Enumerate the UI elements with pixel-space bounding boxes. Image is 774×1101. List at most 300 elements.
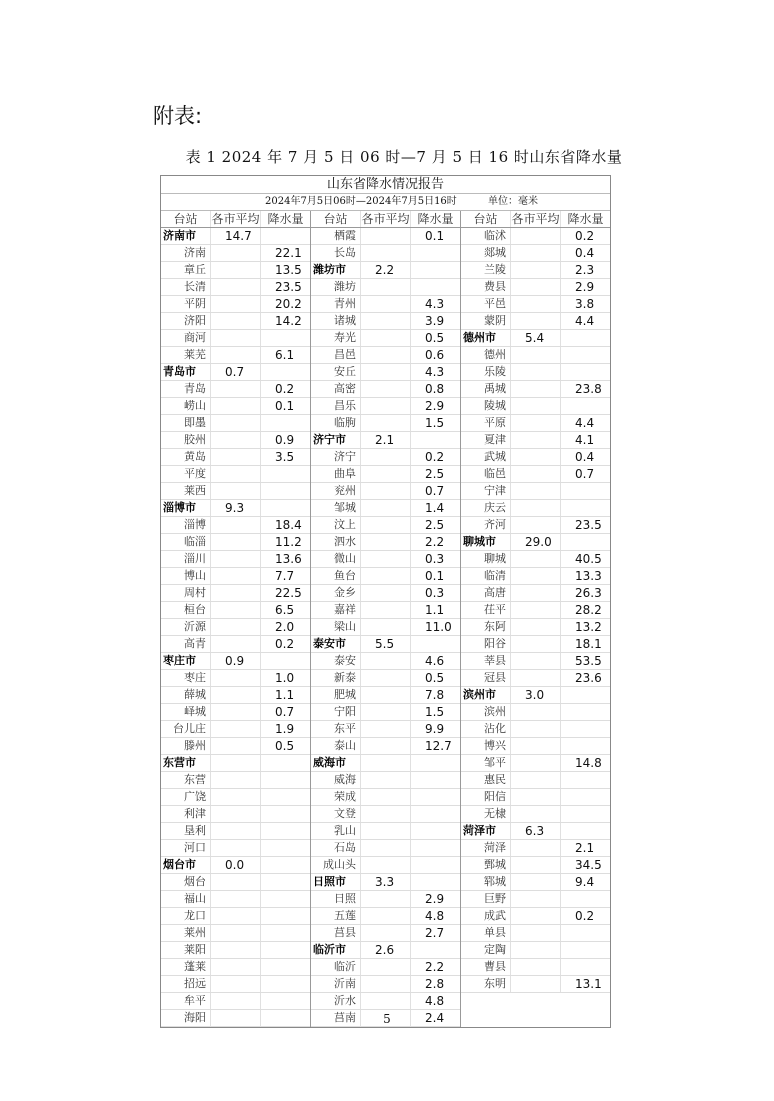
station-name: 临沭 <box>461 228 511 244</box>
city-average-value <box>511 245 561 261</box>
station-row <box>311 330 460 347</box>
station-name: 高密 <box>311 381 361 397</box>
station-name: 夏津 <box>461 432 511 448</box>
precipitation-value <box>261 364 310 380</box>
station-name: 垦利 <box>161 823 211 839</box>
station-name: 诸城 <box>311 313 361 329</box>
station-name: 台儿庄 <box>161 721 211 737</box>
city-average-value <box>211 517 261 533</box>
precipitation-value: 23.8 <box>575 382 602 396</box>
station-name: 平度 <box>161 466 211 482</box>
city-average-value <box>211 874 261 890</box>
city-average-value <box>211 789 261 805</box>
precipitation-value: 4.6 <box>425 654 445 668</box>
city-average-value <box>511 755 561 771</box>
city-row <box>461 534 610 551</box>
city-average-value <box>511 585 561 601</box>
precipitation-value <box>261 908 310 924</box>
station-name: 蓬莱 <box>161 959 211 975</box>
station-row <box>461 942 610 959</box>
city-row <box>311 432 460 449</box>
city-average-value <box>511 959 561 975</box>
precipitation-value <box>411 636 460 652</box>
station-name: 长岛 <box>311 245 361 261</box>
station-row <box>461 381 610 398</box>
station-row <box>461 551 610 568</box>
precipitation-value: 0.7 <box>575 467 595 481</box>
city-average-value <box>361 466 411 482</box>
precipitation-value <box>261 330 310 346</box>
city-name: 烟台市 <box>161 857 211 873</box>
station-name: 惠民 <box>461 772 511 788</box>
station-name: 陵城 <box>461 398 511 414</box>
station-name: 烟台 <box>161 874 211 890</box>
station-row <box>161 602 310 619</box>
station-name: 河口 <box>161 840 211 856</box>
station-row <box>161 738 310 755</box>
station-name: 文登 <box>311 806 361 822</box>
station-row <box>461 279 610 296</box>
precipitation-value: 26.3 <box>575 586 602 600</box>
city-average-value <box>361 534 411 550</box>
city-average-value: 2.2 <box>361 262 411 278</box>
station-name: 威海 <box>311 772 361 788</box>
station-name: 牟平 <box>161 993 211 1009</box>
precipitation-value: 0.5 <box>425 671 445 685</box>
station-name: 莱西 <box>161 483 211 499</box>
city-average-value <box>361 364 411 380</box>
station-row <box>461 262 610 279</box>
city-average-value <box>211 330 261 346</box>
precipitation-value <box>411 755 460 771</box>
city-average-value <box>511 568 561 584</box>
city-name: 济南市 <box>161 228 211 244</box>
station-row <box>161 432 310 449</box>
station-name: 邹平 <box>461 755 511 771</box>
precipitation-value: 23.5 <box>275 280 302 294</box>
precipitation-value: 4.8 <box>425 994 445 1008</box>
precipitation-value: 0.7 <box>275 705 295 719</box>
precipitation-value: 2.2 <box>425 960 445 974</box>
city-average-value <box>211 534 261 550</box>
precipitation-value: 2.0 <box>275 620 295 634</box>
header-precipitation: 降水量 <box>267 212 304 226</box>
station-name: 长清 <box>161 279 211 295</box>
station-row <box>161 296 310 313</box>
city-average-value <box>361 755 411 771</box>
city-average-value <box>361 313 411 329</box>
station-name: 章丘 <box>161 262 211 278</box>
city-average-value: 3.3 <box>361 874 411 890</box>
precipitation-value: 0.2 <box>275 382 295 396</box>
precipitation-value: 1.5 <box>425 705 445 719</box>
precipitation-value <box>411 857 460 873</box>
city-average-value <box>211 908 261 924</box>
station-row <box>311 857 460 874</box>
station-name: 高青 <box>161 636 211 652</box>
station-row <box>311 721 460 738</box>
precipitation-value: 18.4 <box>275 518 302 532</box>
city-average-value <box>211 840 261 856</box>
city-name: 临沂市 <box>311 942 361 958</box>
precipitation-value: 0.2 <box>275 637 295 651</box>
city-average-value <box>211 415 261 431</box>
city-average-value <box>361 738 411 754</box>
city-average-value: 2.1 <box>361 432 411 448</box>
station-name: 昌邑 <box>311 347 361 363</box>
precipitation-value: 1.5 <box>425 416 445 430</box>
station-row <box>461 483 610 500</box>
station-row <box>161 330 310 347</box>
station-row <box>161 925 310 942</box>
station-row <box>461 976 610 993</box>
city-average-value <box>361 823 411 839</box>
header-precipitation: 降水量 <box>417 212 454 226</box>
city-name: 泰安市 <box>311 636 361 652</box>
station-row <box>461 721 610 738</box>
precipitation-value: 0.4 <box>575 246 595 260</box>
city-average-value <box>511 891 561 907</box>
precipitation-value: 6.1 <box>275 348 295 362</box>
precipitation-value: 1.0 <box>275 671 295 685</box>
station-name: 薛城 <box>161 687 211 703</box>
station-name: 沂源 <box>161 619 211 635</box>
city-row <box>311 874 460 891</box>
precipitation-value: 1.9 <box>275 722 295 736</box>
appendix-heading: 附表: <box>153 104 203 128</box>
precipitation-value: 4.3 <box>425 365 445 379</box>
city-average-value <box>361 721 411 737</box>
station-row <box>311 517 460 534</box>
station-row <box>461 653 610 670</box>
city-average-value: 3.0 <box>511 687 561 703</box>
city-average-value <box>511 925 561 941</box>
precipitation-value: 0.2 <box>575 909 595 923</box>
station-name: 成山头 <box>311 857 361 873</box>
station-name: 泗水 <box>311 534 361 550</box>
city-row <box>311 755 460 772</box>
precipitation-value <box>411 432 460 448</box>
city-average-value <box>211 313 261 329</box>
station-row <box>311 466 460 483</box>
station-row <box>161 449 310 466</box>
city-average-value <box>211 296 261 312</box>
city-average-value <box>361 398 411 414</box>
station-name: 乳山 <box>311 823 361 839</box>
header-station: 台站 <box>461 211 511 227</box>
city-average-value <box>511 789 561 805</box>
city-average-value <box>211 687 261 703</box>
precipitation-value: 4.4 <box>575 416 595 430</box>
station-name: 青州 <box>311 296 361 312</box>
city-average-value <box>211 568 261 584</box>
city-name: 枣庄市 <box>161 653 211 669</box>
city-average-value <box>511 517 561 533</box>
city-average-value <box>361 279 411 295</box>
precipitation-value: 1.1 <box>275 688 295 702</box>
precipitation-value <box>561 398 610 414</box>
precipitation-value <box>561 721 610 737</box>
city-row <box>311 942 460 959</box>
precipitation-value: 0.1 <box>425 569 445 583</box>
precipitation-value <box>561 483 610 499</box>
station-row <box>161 942 310 959</box>
precipitation-value: 14.8 <box>575 756 602 770</box>
precipitation-value: 0.1 <box>275 399 295 413</box>
header-city-average: 各市平均 <box>211 212 260 226</box>
station-name: 邹城 <box>311 500 361 516</box>
precipitation-value: 13.1 <box>575 977 602 991</box>
city-average-value <box>511 806 561 822</box>
city-average-value <box>511 364 561 380</box>
station-name: 潍坊 <box>311 279 361 295</box>
precipitation-value: 2.9 <box>425 892 445 906</box>
station-name: 鱼台 <box>311 568 361 584</box>
city-average-value <box>511 228 561 244</box>
station-row <box>161 908 310 925</box>
station-row <box>461 517 610 534</box>
station-row <box>161 279 310 296</box>
station-name: 昌乐 <box>311 398 361 414</box>
station-row <box>311 653 460 670</box>
station-name: 临清 <box>461 568 511 584</box>
station-row <box>461 568 610 585</box>
station-row <box>311 738 460 755</box>
table-caption: 表 1 2024 年 7 月 5 日 06 时—7 月 5 日 16 时山东省降水量 <box>185 148 623 166</box>
city-average-value <box>361 704 411 720</box>
city-average-value <box>361 500 411 516</box>
city-row <box>311 262 460 279</box>
precipitation-value: 9.4 <box>575 875 595 889</box>
station-row <box>461 806 610 823</box>
station-name: 即墨 <box>161 415 211 431</box>
station-row <box>311 619 460 636</box>
precipitation-value: 23.5 <box>575 518 602 532</box>
station-name: 寿光 <box>311 330 361 346</box>
station-row <box>311 772 460 789</box>
station-name: 济阳 <box>161 313 211 329</box>
precipitation-value <box>261 483 310 499</box>
station-name: 庆云 <box>461 500 511 516</box>
precipitation-value: 2.1 <box>575 841 595 855</box>
station-name: 莒县 <box>311 925 361 941</box>
station-row <box>461 500 610 517</box>
city-average-value <box>511 500 561 516</box>
precipitation-value: 4.3 <box>425 297 445 311</box>
city-average-value <box>361 330 411 346</box>
station-name: 莱阳 <box>161 942 211 958</box>
station-row <box>311 993 460 1010</box>
station-row <box>311 568 460 585</box>
city-average-value <box>511 381 561 397</box>
precipitation-value <box>411 806 460 822</box>
station-name: 博山 <box>161 568 211 584</box>
header-station: 台站 <box>161 211 211 227</box>
station-name: 石岛 <box>311 840 361 856</box>
city-average-value <box>361 891 411 907</box>
precipitation-value <box>561 806 610 822</box>
precipitation-value <box>561 534 610 550</box>
city-average-value <box>361 449 411 465</box>
station-name: 安丘 <box>311 364 361 380</box>
table-columns <box>161 211 610 1027</box>
precipitation-value <box>411 262 460 278</box>
station-name: 兰陵 <box>461 262 511 278</box>
city-average-value: 0.9 <box>211 653 261 669</box>
station-name: 济宁 <box>311 449 361 465</box>
city-average-value <box>211 772 261 788</box>
precipitation-value <box>561 772 610 788</box>
station-row <box>311 908 460 925</box>
precipitation-value <box>561 959 610 975</box>
station-row <box>161 517 310 534</box>
city-average-value <box>361 245 411 261</box>
precipitation-value <box>561 687 610 703</box>
station-name: 莱芜 <box>161 347 211 363</box>
precipitation-value <box>561 891 610 907</box>
station-name: 临沂 <box>311 959 361 975</box>
precipitation-value: 2.9 <box>425 399 445 413</box>
city-name: 菏泽市 <box>461 823 511 839</box>
precipitation-value: 11.0 <box>425 620 452 634</box>
city-average-value <box>211 738 261 754</box>
report-time-range: 2024年7月5日06时—2024年7月5日16时 <box>265 196 457 207</box>
city-average-value <box>511 874 561 890</box>
station-row <box>161 381 310 398</box>
city-average-value <box>511 670 561 686</box>
city-row <box>161 653 310 670</box>
precipitation-value: 7.8 <box>425 688 445 702</box>
precipitation-value: 2.7 <box>425 926 445 940</box>
precipitation-value <box>261 976 310 992</box>
station-row <box>461 296 610 313</box>
city-average-value <box>361 976 411 992</box>
station-row <box>161 483 310 500</box>
city-average-value <box>361 517 411 533</box>
city-average-value <box>511 704 561 720</box>
station-row <box>461 636 610 653</box>
city-average-value <box>361 415 411 431</box>
precipitation-value: 0.6 <box>425 348 445 362</box>
precipitation-value <box>261 857 310 873</box>
precipitation-value: 13.3 <box>575 569 602 583</box>
station-row <box>161 398 310 415</box>
precipitation-value: 20.2 <box>275 297 302 311</box>
city-row <box>161 364 310 381</box>
precipitation-value: 0.4 <box>575 450 595 464</box>
precipitation-value: 0.5 <box>275 739 295 753</box>
station-row <box>311 925 460 942</box>
precipitation-value <box>561 738 610 754</box>
station-name: 荣成 <box>311 789 361 805</box>
station-row <box>161 568 310 585</box>
station-row <box>311 483 460 500</box>
city-average-value <box>511 942 561 958</box>
station-name: 梁山 <box>311 619 361 635</box>
city-row <box>461 687 610 704</box>
station-row <box>161 874 310 891</box>
station-row <box>461 466 610 483</box>
city-average-value <box>211 466 261 482</box>
precipitation-value: 13.2 <box>575 620 602 634</box>
station-name: 龙口 <box>161 908 211 924</box>
city-name: 日照市 <box>311 874 361 890</box>
city-average-value <box>211 976 261 992</box>
city-average-value <box>511 653 561 669</box>
station-name: 崂山 <box>161 398 211 414</box>
city-average-value <box>361 670 411 686</box>
precipitation-value: 2.5 <box>425 467 445 481</box>
precipitation-value: 6.5 <box>275 603 295 617</box>
city-average-value <box>511 432 561 448</box>
city-average-value <box>361 789 411 805</box>
station-name: 日照 <box>311 891 361 907</box>
station-row <box>311 313 460 330</box>
station-row <box>461 415 610 432</box>
precipitation-value <box>261 466 310 482</box>
city-average-value <box>211 347 261 363</box>
station-name: 曲阜 <box>311 466 361 482</box>
station-name: 商河 <box>161 330 211 346</box>
header-station: 台站 <box>311 211 361 227</box>
station-name: 滕州 <box>161 738 211 754</box>
city-average-value <box>211 262 261 278</box>
city-average-value <box>211 942 261 958</box>
city-average-value <box>211 585 261 601</box>
station-row <box>461 789 610 806</box>
station-row <box>161 636 310 653</box>
city-average-value <box>361 653 411 669</box>
city-average-value <box>361 840 411 856</box>
precipitation-value <box>261 500 310 516</box>
precipitation-value <box>561 823 610 839</box>
station-row <box>461 670 610 687</box>
city-name: 滨州市 <box>461 687 511 703</box>
station-row <box>161 687 310 704</box>
city-average-value <box>511 857 561 873</box>
station-name: 郯城 <box>461 245 511 261</box>
precipitation-value <box>561 789 610 805</box>
city-row <box>161 857 310 874</box>
precipitation-value: 0.2 <box>575 229 595 243</box>
station-name: 金乡 <box>311 585 361 601</box>
station-name: 东营 <box>161 772 211 788</box>
city-average-value <box>511 296 561 312</box>
city-average-value <box>211 602 261 618</box>
precipitation-value <box>261 228 310 244</box>
station-row <box>161 534 310 551</box>
city-average-value <box>361 568 411 584</box>
station-row <box>461 857 610 874</box>
station-name: 阳谷 <box>461 636 511 652</box>
station-row <box>311 228 460 245</box>
city-average-value: 6.3 <box>511 823 561 839</box>
precipitation-value <box>261 806 310 822</box>
precipitation-value: 13.5 <box>275 263 302 277</box>
station-name: 武城 <box>461 449 511 465</box>
station-name: 东明 <box>461 976 511 992</box>
station-row <box>161 806 310 823</box>
city-average-value <box>361 772 411 788</box>
station-name: 无棣 <box>461 806 511 822</box>
precipitation-value <box>411 245 460 261</box>
city-average-value <box>511 279 561 295</box>
city-average-value <box>361 483 411 499</box>
precipitation-value: 0.5 <box>425 331 445 345</box>
station-row <box>311 823 460 840</box>
station-name: 菏泽 <box>461 840 511 856</box>
header-precipitation: 降水量 <box>567 212 604 226</box>
